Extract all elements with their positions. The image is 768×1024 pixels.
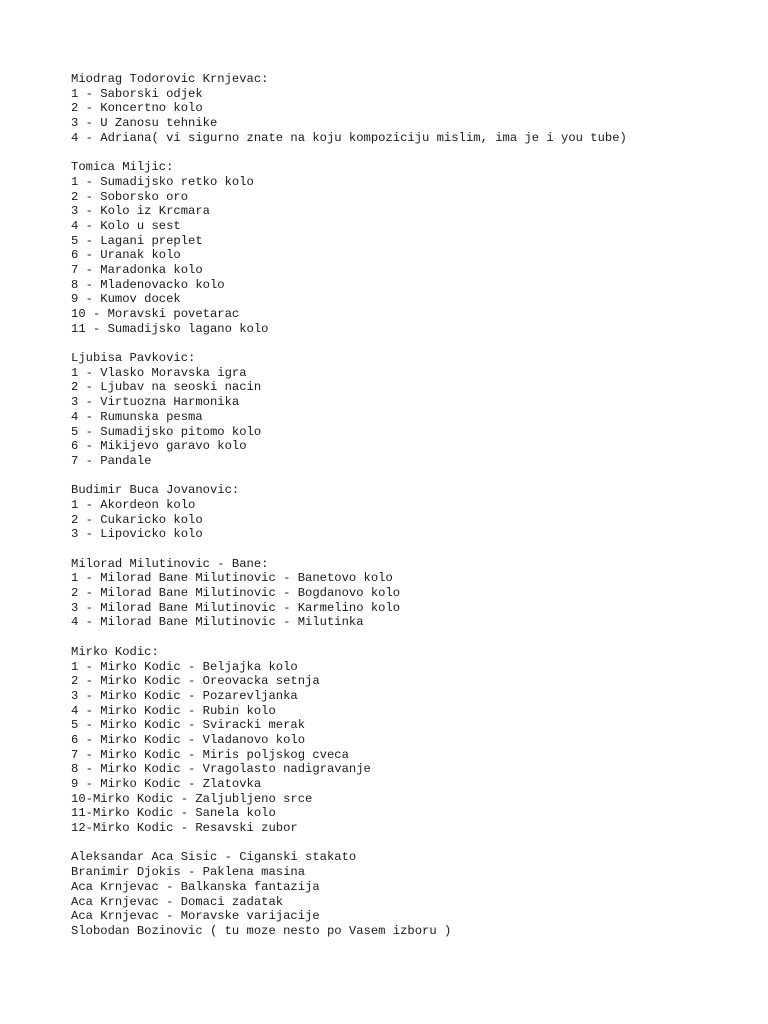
list-item: 10 - Moravski povetarac bbox=[71, 307, 240, 321]
section-heading: Mirko Kodic: bbox=[71, 644, 159, 659]
list-item: Aca Krnjevac - Balkanska fantazija bbox=[71, 879, 320, 894]
list-item: 3 - Lipovicko kolo bbox=[71, 527, 203, 542]
section-milorad-milutinovic-bane bbox=[71, 557, 751, 630]
list-item: 7 - Mirko Kodic - Miris poljskog cveca bbox=[71, 747, 349, 762]
list-item: 3 - Kolo iz Krcmara bbox=[71, 204, 210, 219]
list-item: 9 - Mirko Kodic - Zlatovka bbox=[71, 777, 262, 791]
list-item: 10-Mirko Kodic - Zaljubljeno srce bbox=[71, 791, 313, 806]
list-item: 3 - Virtuozna Harmonika bbox=[71, 395, 240, 410]
list-item: 1 - Akordeon kolo bbox=[71, 497, 196, 512]
list-item: 8 - Mirko Kodic - Vragolasto nadigravanje bbox=[71, 762, 371, 777]
list-item: 4 - Milorad Bane Milutinovic - Milutinka bbox=[71, 615, 364, 630]
section-heading: Miodrag Todorovic Krnjevac: bbox=[71, 72, 269, 86]
list-item: 1 - Sumadijsko retko kolo bbox=[71, 174, 254, 189]
list-item: 9 - Kumov docek bbox=[71, 292, 181, 307]
list-item: 7 - Maradonka kolo bbox=[71, 262, 203, 277]
document-page bbox=[71, 72, 751, 953]
list-item: 2 - Cukaricko kolo bbox=[71, 512, 203, 527]
list-item: Branimir Djokis - Paklena masina bbox=[71, 865, 306, 880]
list-item: Slobodan Bozinovic ( tu moze nesto po Vasem izboru ) bbox=[71, 923, 452, 938]
list-item: 2 - Ljubav na seoski nacin bbox=[71, 380, 262, 395]
list-item: 4 - Kolo u sest bbox=[71, 218, 181, 233]
section-budimir-buca-jovanovic bbox=[71, 483, 751, 542]
list-item: 4 - Adriana( vi sigurno znate na koju kompoziciju mislim, ima je i you tube) bbox=[71, 130, 627, 145]
list-item: 1 - Milorad Bane Milutinovic - Banetovo kolo bbox=[71, 571, 393, 586]
list-item: Aleksandar Aca Sisic - Ciganski stakato bbox=[71, 850, 357, 865]
list-item: Aca Krnjevac - Moravske varijacije bbox=[71, 909, 320, 924]
list-item: 1 - Mirko Kodic - Beljajka kolo bbox=[71, 659, 298, 674]
section-heading: Tomica Miljic: bbox=[71, 160, 174, 175]
list-item: 6 - Uranak kolo bbox=[71, 248, 181, 263]
list-item: 12-Mirko Kodic - Resavski zubor bbox=[71, 821, 298, 836]
list-item: 3 - Milorad Bane Milutinovic - Karmelino kolo bbox=[71, 600, 401, 615]
section-heading: Milorad Milutinovic - Bane: bbox=[71, 556, 269, 571]
list-item: 6 - Mikijevo garavo kolo bbox=[71, 439, 247, 454]
list-item: 3 - U Zanosu tehnike bbox=[71, 116, 218, 131]
list-item: 1 - Vlasko Moravska igra bbox=[71, 365, 247, 380]
list-item: 5 - Sumadijsko pitomo kolo bbox=[71, 424, 262, 439]
list-item: 6 - Mirko Kodic - Vladanovo kolo bbox=[71, 732, 306, 747]
list-item: 7 - Pandale bbox=[71, 453, 152, 468]
section-heading: Budimir Buca Jovanovic: bbox=[71, 483, 240, 498]
list-item: 3 - Mirko Kodic - Pozarevljanka bbox=[71, 688, 298, 703]
section-ljubisa-pavkovic bbox=[71, 351, 751, 469]
list-item: 2 - Mirko Kodic - Oreovacka setnja bbox=[71, 674, 320, 689]
list-item: 2 - Milorad Bane Milutinovic - Bogdanovo kolo bbox=[71, 586, 401, 601]
list-item: 11-Mirko Kodic - Sanela kolo bbox=[71, 806, 276, 821]
list-item: 4 - Mirko Kodic - Rubin kolo bbox=[71, 703, 276, 718]
section-other-pieces bbox=[71, 850, 751, 938]
section-miodrag-todorovic-krnjevac bbox=[71, 72, 751, 145]
list-item: 11 - Sumadijsko lagano kolo bbox=[71, 321, 269, 336]
section-heading: Ljubisa Pavkovic: bbox=[71, 351, 196, 366]
list-item: 2 - Koncertno kolo bbox=[71, 101, 203, 116]
list-item: 1 - Saborski odjek bbox=[71, 86, 203, 101]
section-mirko-kodic bbox=[71, 645, 751, 836]
list-item: Aca Krnjevac - Domaci zadatak bbox=[71, 894, 284, 909]
list-item: 8 - Mladenovacko kolo bbox=[71, 277, 225, 292]
list-item: 2 - Soborsko oro bbox=[71, 189, 189, 204]
section-tomica-miljic bbox=[71, 160, 751, 336]
list-item: 4 - Rumunska pesma bbox=[71, 409, 203, 424]
list-item: 5 - Mirko Kodic - Sviracki merak bbox=[71, 718, 306, 733]
list-item: 5 - Lagani preplet bbox=[71, 233, 203, 248]
